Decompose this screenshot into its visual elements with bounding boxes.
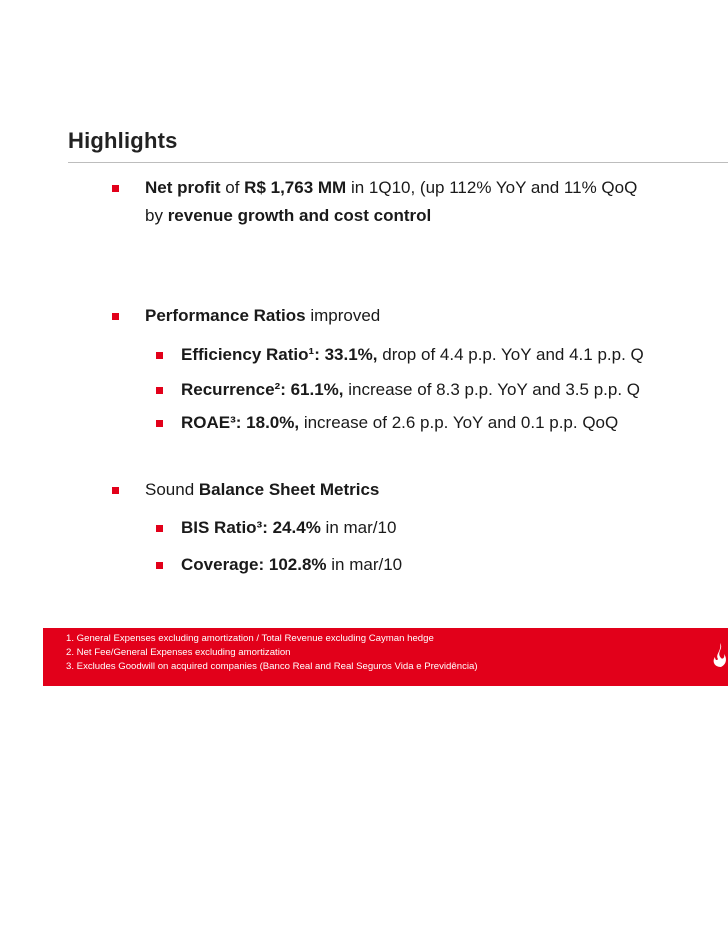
bullet-square-icon — [112, 313, 119, 320]
title-divider — [68, 162, 728, 163]
bullet-text: Performance Ratios improved — [145, 306, 381, 325]
bullet-square-icon — [112, 185, 119, 192]
bullet-text: Recurrence²: 61.1%, increase of 8.3 p.p. YoY and 3.5 p.p. Q — [181, 380, 640, 399]
bullet-square-icon — [156, 352, 163, 359]
bullet-square-icon — [156, 420, 163, 427]
bullet-text: ROAE³: 18.0%, increase of 2.6 p.p. YoY and 0.1 p.p. QoQ — [181, 413, 619, 432]
footnote-3: 3. Excludes Goodwill on acquired companies (Banco Real and Real Seguros Vida e Previdência) — [66, 661, 478, 672]
bullet-square-icon — [156, 387, 163, 394]
bullet-square-icon — [156, 525, 163, 532]
page-title: Highlights — [68, 128, 178, 153]
bullet-square-icon — [156, 562, 163, 569]
flame-logo-icon — [712, 642, 728, 673]
bullet-text: Net profit of R$ 1,763 MM in 1Q10, (up 112% YoY and 11% QoQ — [145, 178, 638, 197]
footnotes — [66, 632, 478, 674]
footnote-2: 2. Net Fee/General Expenses excluding amortization — [66, 647, 291, 658]
bullet-text: by revenue growth and cost control — [145, 206, 432, 225]
bullet-square-icon — [112, 487, 119, 494]
footnote-1: 1. General Expenses excluding amortization / Total Revenue excluding Cayman hedge — [66, 633, 434, 644]
bullet-text: Coverage: 102.8% in mar/10 — [181, 555, 403, 574]
bullet-text: Efficiency Ratio¹: 33.1%, drop of 4.4 p.p. YoY and 4.1 p.p. Q — [181, 345, 644, 364]
bullet-text: BIS Ratio³: 24.4% in mar/10 — [181, 518, 397, 537]
bullet-text: Sound Balance Sheet Metrics — [145, 480, 380, 499]
